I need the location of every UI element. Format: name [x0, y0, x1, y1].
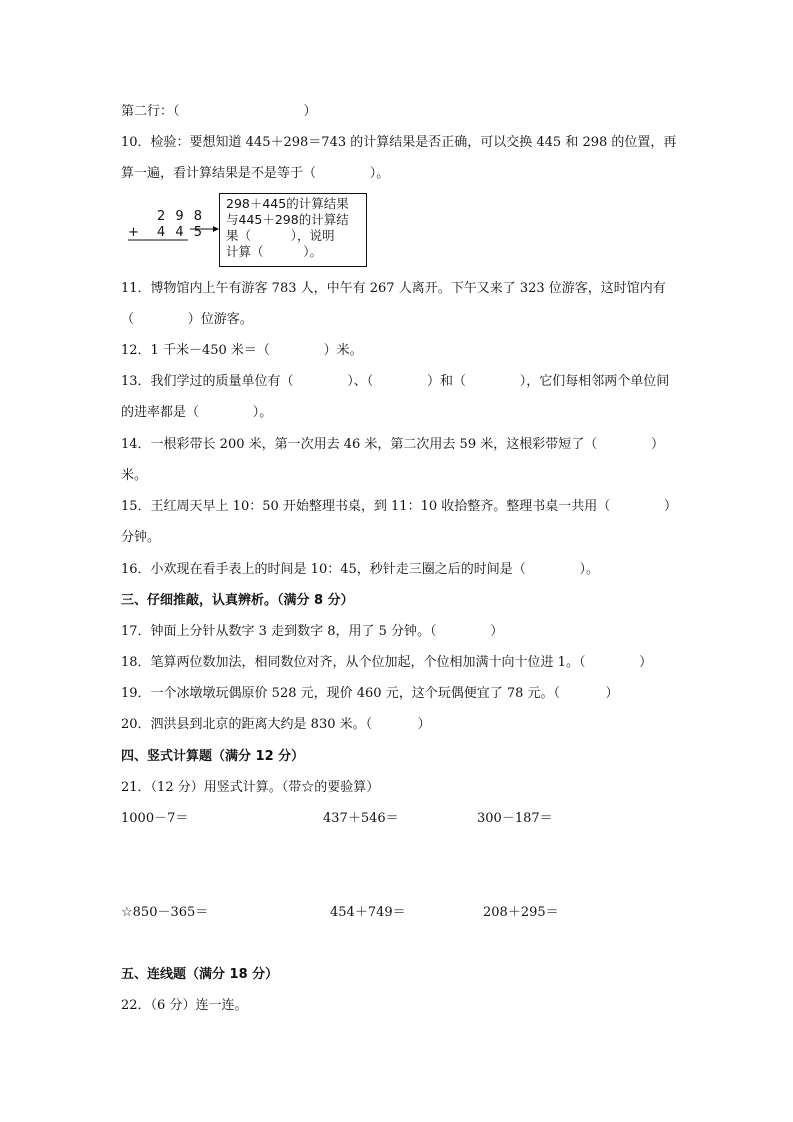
q10-text-a: 10．检验：要想知道 445＋298＝743 的计算结果是否正确，可以交换 445 和 298 的位置，再 [121, 135, 677, 150]
vertical-calc-graphics [124, 220, 224, 244]
section-4-heading: 四、竖式计算题（满分 12 分） [121, 749, 305, 764]
q16-text: 16．小欢现在看手表上的时间是 10：45，秒针走三圈之后的时间是（ ）。 [121, 562, 599, 577]
q18-text: 18．笔算两位数加法，相同数位对齐，从个位加起，个位相加满十向十位进 1。（ ） [121, 655, 653, 670]
vertical-top-number: 2 9 8 [157, 209, 206, 224]
calc-850-minus-365: ☆850－365＝ [121, 905, 209, 920]
q13-text-b: 的进率都是（ ）。 [121, 405, 273, 420]
section-5-heading: 五、连线题（满分 18 分） [121, 967, 279, 982]
q14-text-a: 14．一根彩带长 200 米，第一次用去 46 米，第二次用去 59 米，这根彩带短了（ ） [121, 437, 664, 452]
box-line-4: 计算（ ）。 [226, 244, 322, 259]
q10-text-b: 算一遍，看计算结果是不是等于（ ）。 [121, 166, 390, 181]
section-3-heading: 三、仔细推敲，认真辨析。（满分 8 分） [121, 593, 354, 608]
box-line-3: 果（ ），说明 [226, 228, 335, 243]
q13-text-a: 13．我们学过的质量单位有（ ）、（ ）和（ ），它们每相邻两个单位间 [121, 374, 670, 389]
calc-208-plus-295: 208＋295＝ [483, 905, 559, 920]
q21-text: 21．（12 分）用竖式计算。（带☆的要验算） [121, 780, 380, 795]
q14-text-b: 米。 [121, 468, 148, 483]
q11-text-b: （ ）位游客。 [121, 312, 253, 327]
q22-text: 22．（6 分）连一连。 [121, 998, 248, 1013]
second-row-line: 第二行：（ ） [121, 104, 317, 119]
calc-1000-minus-7: 1000－7＝ [121, 811, 189, 826]
check-explanation-box [219, 193, 367, 267]
vertical-bottom-number: 4 4 5 [157, 225, 206, 240]
q20-text: 20．泗洪县到北京的距离大约是 830 米。（ ） [121, 717, 431, 732]
box-line-1: 298＋445的计算结果 [226, 196, 349, 211]
box-line-2: 与445＋298的计算结 [226, 212, 349, 227]
calc-454-plus-749: 454＋749＝ [330, 905, 406, 920]
q17-text: 17．钟面上分针从数字 3 走到数字 8，用了 5 分钟。（ ） [121, 624, 504, 639]
q19-text: 19．一个冰墩墩玩偶原价 528 元，现价 460 元，这个玩偶便宜了 78 元。（ ） [121, 686, 619, 701]
q12-text: 12．1 千米－450 米＝（ ）米。 [121, 343, 363, 358]
vertical-plus-sign: + [128, 225, 142, 240]
q15-text-b: 分钟。 [121, 530, 161, 545]
q11-text-a: 11．博物馆内上午有游客 783 人，中午有 267 人离开。下午又来了 323 位游客，这时馆内有 [121, 281, 666, 296]
q15-text-a: 15．王红周天早上 10：50 开始整理书桌，到 11：10 收拾整齐。整理书桌一共用（ ） [121, 499, 677, 514]
calc-300-minus-187: 300－187＝ [477, 811, 553, 826]
calc-437-plus-546: 437＋546＝ [323, 811, 399, 826]
